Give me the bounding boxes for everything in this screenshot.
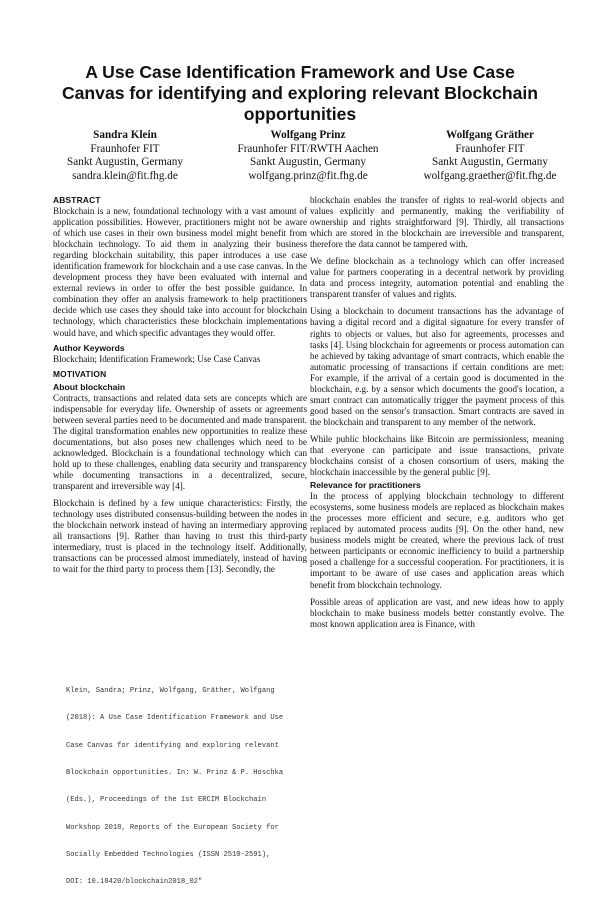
- citation-line: (2018): A Use Case Identification Framework and Use: [66, 714, 284, 723]
- author-location: Sankt Augustin, Germany: [67, 156, 183, 169]
- title-line: opportunities: [243, 104, 357, 124]
- citation-line: Workshop 2018, Reports of the European Society for: [66, 823, 279, 832]
- relevance-heading: Relevance for practitioners: [310, 480, 421, 491]
- body-paragraph: We define blockchain as a technology which can offer increased value for partners cooperating in a decentral network by providing data and process integrity, automation potential and enabling the transparent transfer of values and rights.: [310, 256, 564, 300]
- body-paragraph: While public blockchains like Bitcoin are permissionless, meaning that everyone can participate and issue transactions, private blockchains consist of a chosen consortium of users, making the blockchain inaccessible by the general public [9].: [310, 433, 564, 478]
- citation-block: [66, 669, 306, 905]
- author-email[interactable]: wolfgang.graether@fit.fhg.de: [423, 169, 557, 182]
- author-affiliation: Fraunhofer FIT: [90, 142, 160, 155]
- motivation-heading: MOTIVATION: [53, 368, 107, 379]
- left-column: [53, 195, 307, 575]
- paper-title: [40, 62, 560, 125]
- citation-line: Case Canvas for identifying and exploring relevant: [66, 741, 279, 750]
- author-1: [40, 129, 210, 183]
- body-paragraph: Contracts, transactions and related data sets are concepts which are indispensable for everyday life. Ownership of assets or agreements between several parties need to be documented and made transparent. The digital transformation enables new opportunities to realize these documentations, but also poses new challenges which need to be acknowledged. Blockchain is a foundational technology which can hold up to these challenges, enabling data security and transparency while documenting transactions in a decentralized, secure, transparent and irreversible way [4].: [53, 392, 307, 491]
- author-email[interactable]: sandra.klein@fit.fhg.de: [72, 169, 178, 182]
- citation-line: Socially Embedded Technologies (ISSN 2510-2591),: [66, 850, 271, 859]
- author-block: [40, 129, 570, 185]
- author-location: Sankt Augustin, Germany: [250, 156, 366, 169]
- author-2: [210, 129, 406, 183]
- citation-line: (Eds.), Proceedings of the 1st ERCIM Blockchain: [66, 796, 267, 805]
- body-paragraph: In the process of applying blockchain technology to different ecosystems, some business models are replaced as blockchain makes the processes more efficient and secure, e.g. auditors who get replaced by automated process audits [9]. On the other hand, new business models might be created, where the previous lack of trust between participants or economic inefficiency to build a partnership posed a challenge for a successful cooperation. For practitioners, it is important to be aware of use cases and application areas which benefit from blockchain technology.: [310, 491, 564, 590]
- right-column: [310, 195, 564, 630]
- author-email[interactable]: wolfgang.prinz@fit.fhg.de: [248, 169, 368, 182]
- title-line: A Use Case Identification Framework and Use Case: [85, 62, 515, 82]
- body-paragraph: blockchain enables the transfer of rights to real-world objects and values explicitly and permanently, making the verifiability of ownership and rights straightforward [9]. Thirdly, all transactions which are stored in the blockchain are irreversible and transparent, therefore the data cannot be tampered with.: [310, 195, 564, 250]
- author-3: [406, 129, 574, 183]
- author-name: Wolfgang Gräther: [446, 129, 534, 141]
- about-blockchain-heading: About blockchain: [53, 381, 126, 392]
- citation-line: Klein, Sandra; Prinz, Wolfgang, Gräther, Wolfgang: [66, 687, 275, 696]
- body-paragraph: Using a blockchain to document transactions has the advantage of having a digital record and a digital signature for every transfer of rights to objects or values, but also for agreements, processes and tasks [4]. Using blockchain for agreements or process automation can be achieved by taking advantage of smart contracts, which enable the automatic processing of transactions if certain conditions are met: For example, if the arrival of a certain good is documented in the blockchain, e.g. by a sensor which documents the good's location, a smart contract can automatically trigger the payment process of this good based on the sensor's transaction. Smart contracts are saved in the blockchain and transparent to any member of the network.: [310, 306, 564, 427]
- body-paragraph: Possible areas of application are vast, and new ideas how to apply blockchain to make business models better constantly evolve. The most known application area is Finance, with: [310, 596, 564, 629]
- citation-line: Blockchain opportunities. In: W. Prinz & P. Hoschka: [66, 769, 284, 778]
- author-location: Sankt Augustin, Germany: [432, 156, 548, 169]
- abstract-text: Blockchain is a new, foundational technology with a vast amount of application possibilities. However, practitioners might not be aware of which use cases in their own business model might benefit from blockchain technology. To aid them in analyzing their business regarding blockchain suitability, this paper introduces a use case identification framework for blockchain and a use case canvas. In the development process they have been evaluated with internal and external reviews in order to offer the best possible guidance. In combination they offer an analysis framework to help practitioners decide which use cases they should take into account for blockchain technology, which characteristics these blockchain implementations would have, and which specific advantages they would offer.: [53, 206, 307, 338]
- author-affiliation: Fraunhofer FIT: [455, 142, 525, 155]
- keywords-heading: Author Keywords: [53, 342, 125, 353]
- author-affiliation: Fraunhofer FIT/RWTH Aachen: [237, 142, 379, 155]
- abstract-heading: ABSTRACT: [53, 195, 101, 205]
- keywords-text: Blockchain; Identification Framework; Use Case Canvas: [53, 353, 261, 364]
- citation-line: DOI: 10.18420/blockchain2018_02": [66, 878, 203, 887]
- author-name: Wolfgang Prinz: [270, 129, 346, 141]
- title-line: Canvas for identifying and exploring relevant Blockchain: [61, 83, 539, 103]
- body-paragraph: Blockchain is defined by a few unique characteristics: Firstly, the technology uses distributed consensus-building between the nodes in the blockchain network instead of having an intermediary approving all transactions [9]. Rather than having to trust this third-party intermediary, trust is placed in the technology itself. Additionally, transactions can be processed almost immediately, instead of having to wait for the third party to process them [13]. Secondly, the: [53, 498, 307, 575]
- author-name: Sandra Klein: [93, 129, 157, 141]
